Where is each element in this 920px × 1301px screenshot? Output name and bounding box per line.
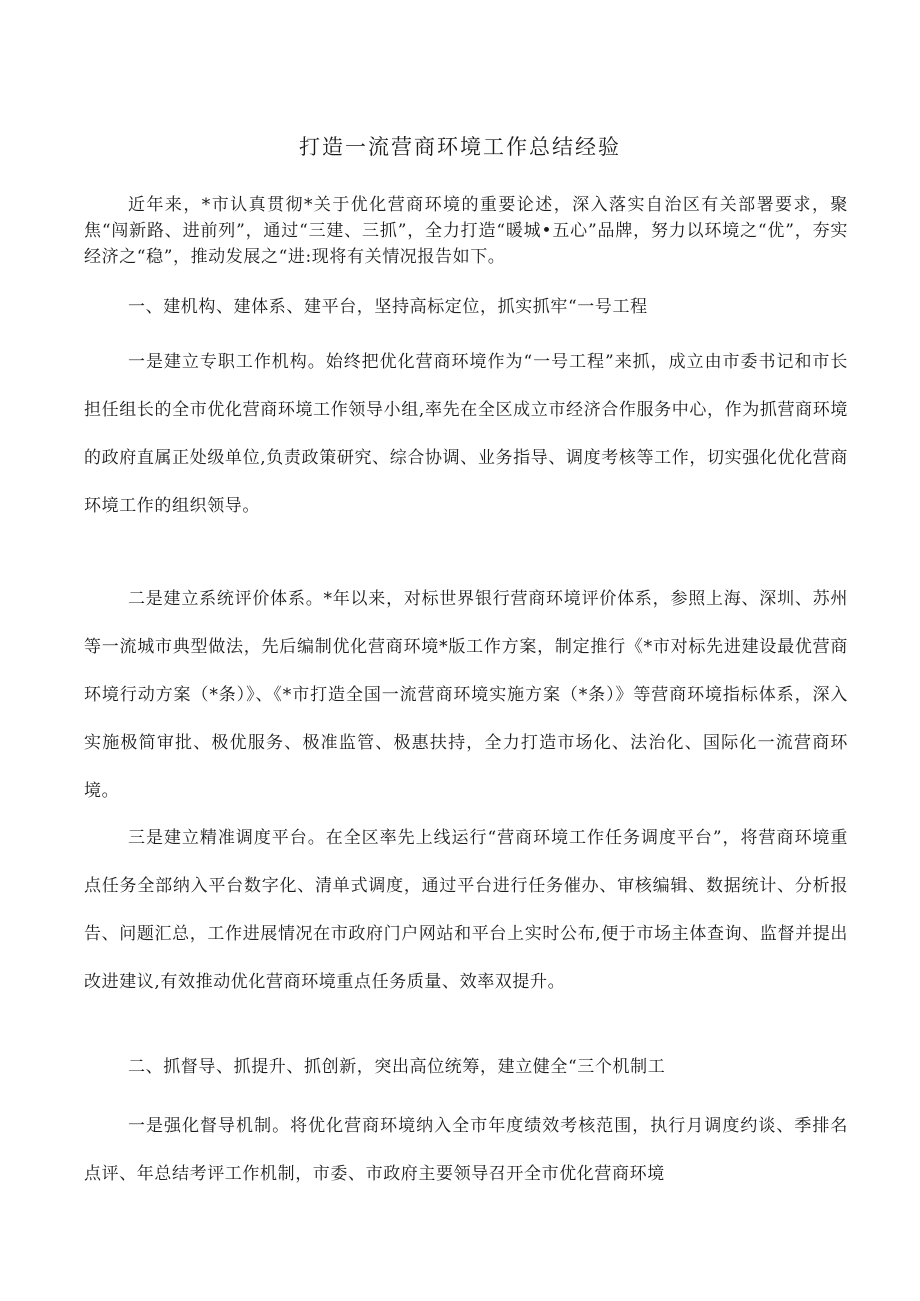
- section-1-paragraph-3: 三是建立精准调度平台。在全区率先上线运行“营商环境工作任务调度平台”，将营商环境重点任务全部纳入平台数字化、清单式调度，通过平台进行任务催办、审核编辑、数据统计、分析报告、问题汇总，工作进展情况在市政府门户网站和平台上实时公布,便于市场主体查询、监督并提出改进建议,有效推动优化营商环境重点任务质量、效率双提升。: [84, 828, 848, 992]
- section-1-paragraph-1: 一是建立专职工作机构。始终把优化营商环境作为“一号工程”来抓，成立由市委书记和市长担任组长的全市优化营商环境工作领导小组,率先在全区成立市经济合作服务中心，作为抓营商环境的政府直属正处级单位,负责政策研究、综合协调、业务指导、调度考核等工作，切实强化优化营商环境工作的组织领导。: [84, 352, 848, 516]
- intro-paragraph: 近年来，*市认真贯彻*关于优化营商环境的重要论述，深入落实自治区有关部署要求，聚焦“闯新路、进前列”，通过“三建、三抓”，全力打造“暖城•五心”品牌，努力以环境之“优”，夯实经济之“稳”，推动发展之“进:现将有关情况报告如下。: [84, 195, 848, 267]
- section-1-heading: 一、建机构、建体系、建平台，坚持高标定位，抓实抓牢“一号工程: [128, 297, 648, 317]
- section-2-heading: 二、抓督导、抓提升、抓创新，突出高位统筹，建立健全“三个机制工: [128, 1057, 666, 1077]
- document-title: 打造一流营商环境工作总结经验: [299, 135, 621, 159]
- section-1-paragraph-2: 二是建立系统评价体系。*年以来，对标世界银行营商环境评价体系，参照上海、深圳、苏州等一流城市典型做法，先后编制优化营商环境*版工作方案，制定推行《*市对标先进建设最优营商环境行动方案（*条）》、《*市打造全国一流营商环境实施方案（*条）》等营商环境指标体系，深入实施极简审批、极优服务、极准监管、极惠扶持，全力打造市场化、法治化、国际化一流营商环境。: [84, 589, 848, 801]
- section-2-paragraph-1: 一是强化督导机制。将优化营商环境纳入全市年度绩效考核范围，执行月调度约谈、季排名点评、年总结考评工作机制，市委、市政府主要领导召开全市优化营商环境: [84, 1116, 848, 1184]
